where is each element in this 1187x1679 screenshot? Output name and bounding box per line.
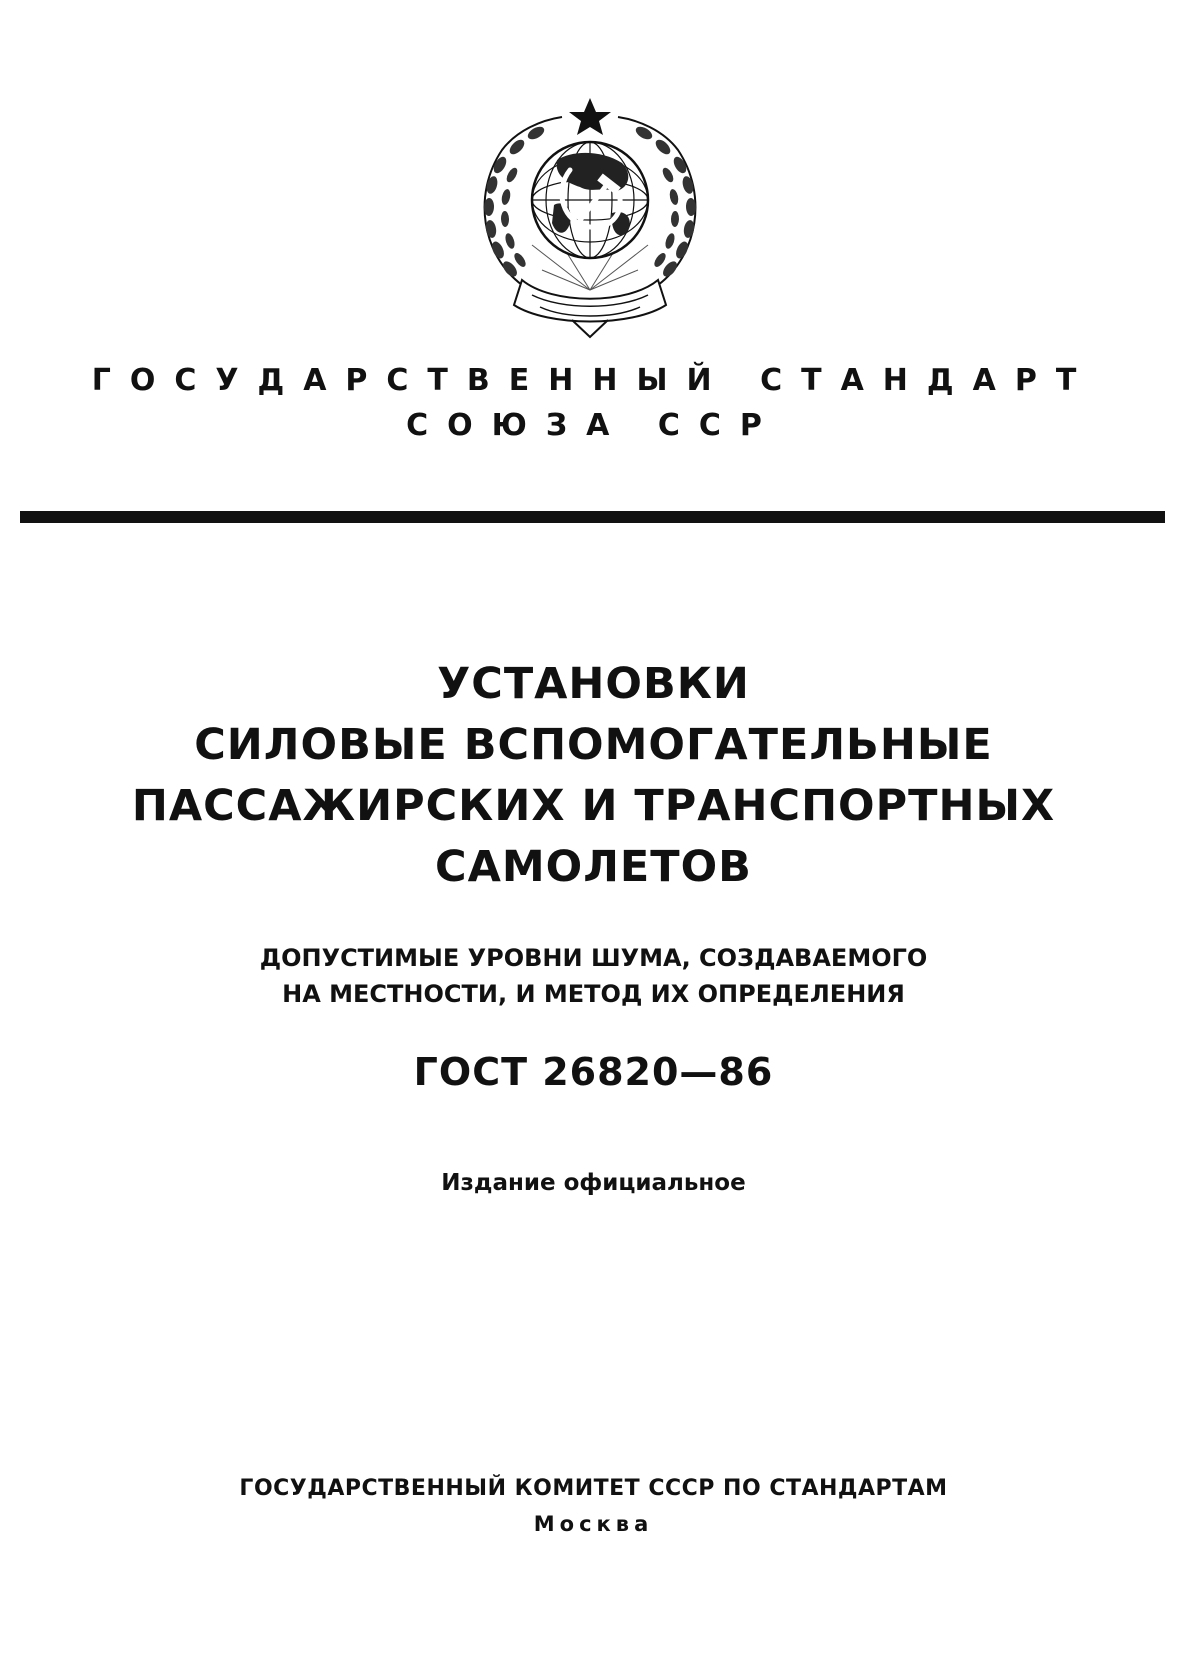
state-emblem-icon (462, 95, 718, 340)
document-title-line-1: УСТАНОВКИ (437, 659, 750, 709)
publisher-name: ГОСУДАРСТВЕННЫЙ КОМИТЕТ СССР ПО СТАНДАРТАМ (239, 1476, 948, 1501)
standard-type-heading: ГОСУДАРСТВЕННЫЙ СТАНДАРТ (91, 363, 1096, 398)
header-divider (20, 511, 1165, 523)
standard-union-heading: СОЮЗА ССР (406, 408, 781, 443)
publisher-city: Москва (533, 1512, 654, 1536)
document-title-line-3: ПАССАЖИРСКИХ И ТРАНСПОРТНЫХ (131, 781, 1056, 831)
document-subtitle-line-1: ДОПУСТИМЫЕ УРОВНИ ШУМА, СОЗДАВАЕМОГО (259, 944, 928, 972)
standard-number: ГОСТ 26820—86 (413, 1050, 774, 1094)
document-title-line-2: СИЛОВЫЕ ВСПОМОГАТЕЛЬНЫЕ (194, 720, 993, 770)
edition-label: Издание официальное (441, 1170, 746, 1196)
document-title-line-4: САМОЛЕТОВ (435, 842, 752, 892)
document-subtitle-line-2: НА МЕСТНОСТИ, И МЕТОД ИХ ОПРЕДЕЛЕНИЯ (282, 980, 905, 1008)
